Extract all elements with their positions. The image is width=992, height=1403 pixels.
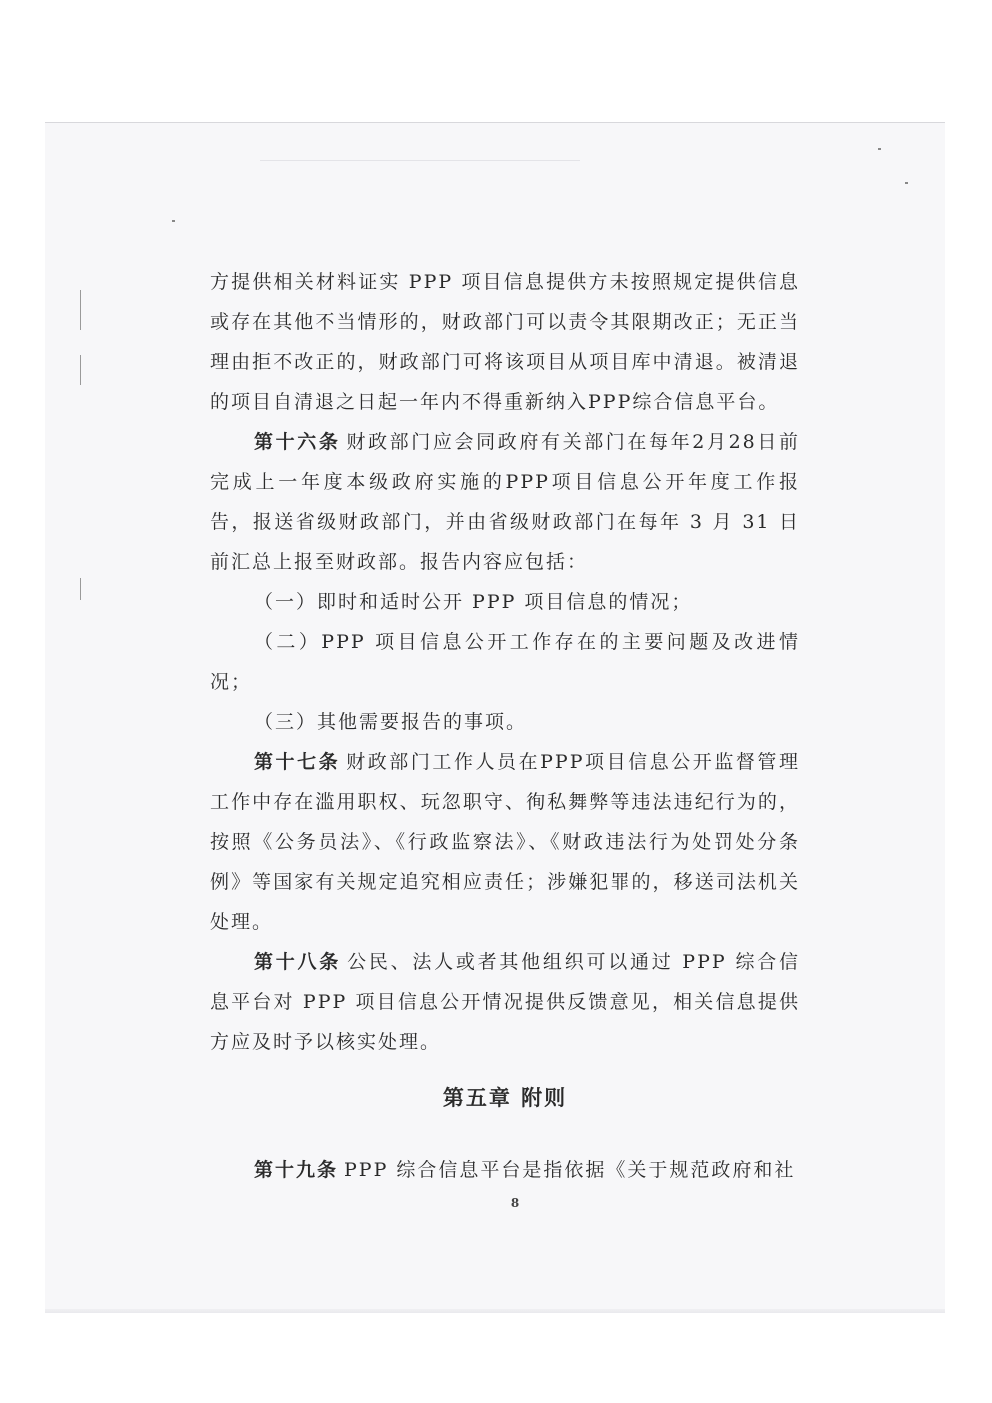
margin-mark	[80, 578, 81, 600]
article-text: 财政部门工作人员在PPP项目信息公开监督管理工作中存在滥用职权、玩忽职守、徇私舞弊等违法违纪行为的，按照《公务员法》、《行政监察法》、《财政违法行为处罚处分条例》等国家有关规定追究相应责任；涉嫌犯罪的，移送司法机关处理。	[210, 751, 800, 933]
scan-artifact-line	[260, 160, 580, 161]
chapter-title: 第五章 附则	[442, 1086, 568, 1110]
list-item: （二）PPP 项目信息公开工作存在的主要问题及改进情况；	[210, 631, 800, 693]
article-19	[210, 1150, 800, 1190]
article-label: 第十六条	[254, 431, 341, 453]
continuation-paragraph: 方提供相关材料证实 PPP 项目信息提供方未按照规定提供信息或存在其他不当情形的，财政部门可以责令其限期改正；无正当理由拒不改正的，财政部门可将该项目从项目库中清退。被清退的项目自清退之日起一年内不得重新纳入PPP综合信息平台。	[210, 271, 800, 413]
scan-dot	[172, 220, 175, 222]
article-label: 第十九条	[254, 1159, 339, 1181]
article-label: 第十八条	[254, 951, 342, 973]
scan-dot	[905, 182, 908, 184]
body-text	[210, 262, 800, 1062]
margin-mark	[80, 290, 81, 330]
article-text: 财政部门应会同政府有关部门在每年2月28日前完成上一年度本级政府实施的PPP项目信息公开年度工作报告，报送省级财政部门，并由省级财政部门在每年 3 月 31 日前汇总上报至财政部。报告内容应包括：	[210, 431, 800, 573]
scan-dot	[878, 148, 881, 150]
article-text: PPP 综合信息平台是指依据《关于规范政府和社	[344, 1159, 796, 1181]
article-label: 第十七条	[254, 751, 341, 773]
article-16	[210, 422, 800, 582]
list-item: （一）即时和适时公开 PPP 项目信息的情况；	[254, 591, 693, 613]
body-text-tail	[210, 1150, 800, 1190]
article-text: 公民、法人或者其他组织可以通过 PPP 综合信息平台对 PPP 项目信息公开情况提供反馈意见，相关信息提供方应及时予以核实处理。	[210, 951, 800, 1053]
page-number: 8	[510, 1196, 520, 1210]
article-18	[210, 942, 800, 1062]
article-17	[210, 742, 800, 942]
margin-mark	[80, 355, 81, 385]
list-item: （三）其他需要报告的事项。	[254, 711, 528, 733]
